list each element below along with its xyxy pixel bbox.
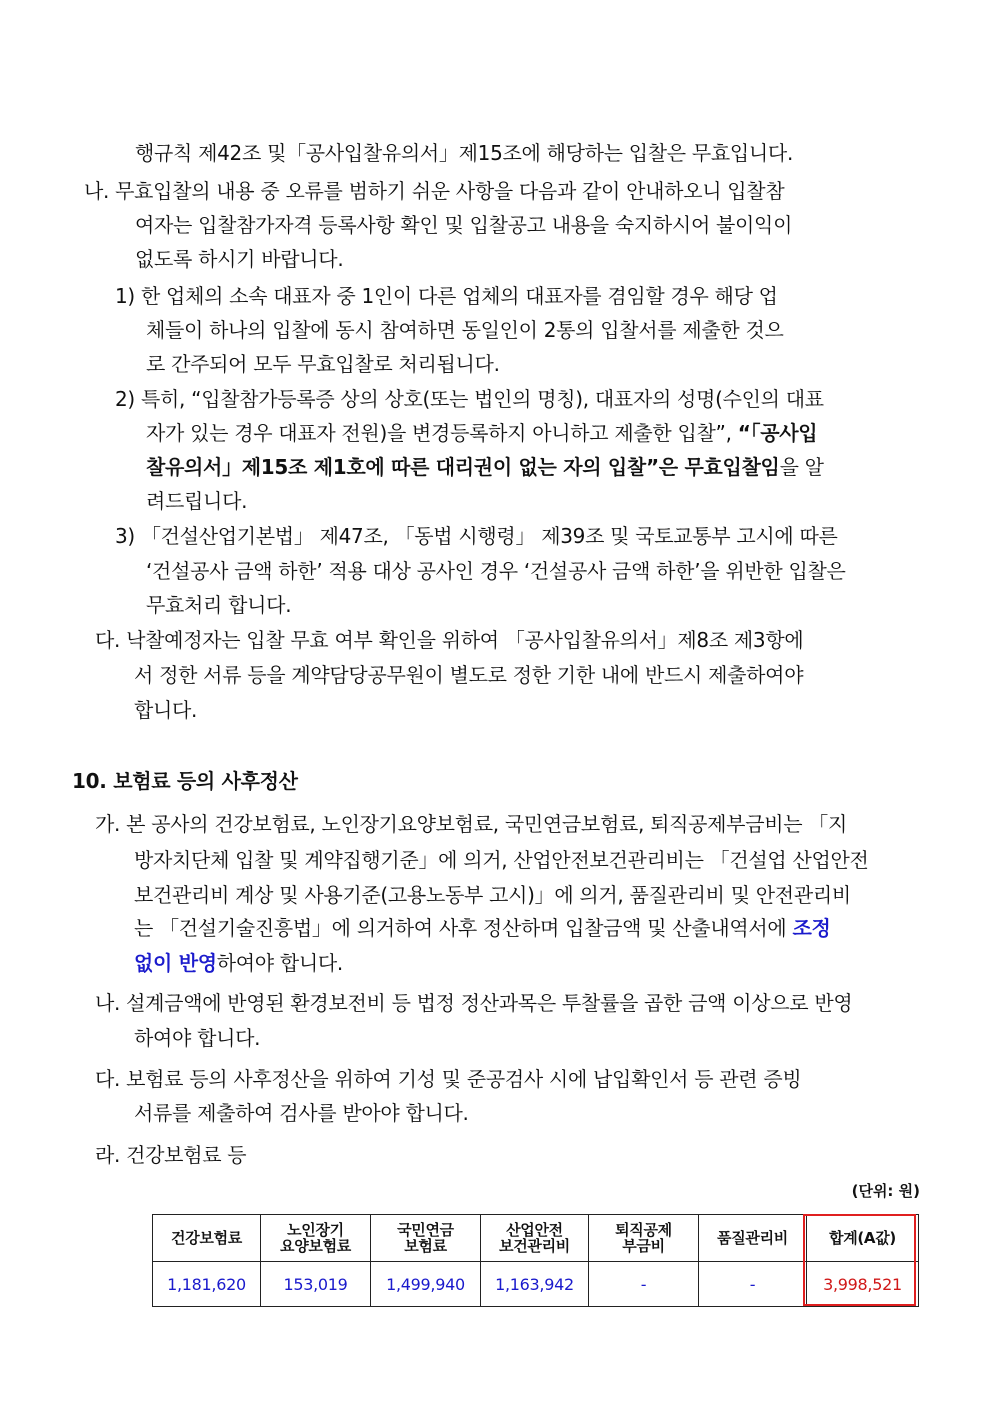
item-da-line: 서 정한 서류 등을 계약담당공무원이 별도로 정한 기한 내에 반드시 제출하여야 [134, 663, 804, 687]
value-cell: 1,181,620 [153, 1262, 261, 1307]
subitem-3-line: 무효처리 합니다. [146, 593, 292, 617]
item-na-line: 없도록 하시기 바랍니다. [135, 247, 344, 271]
emphasis-text: 조정 [792, 916, 831, 940]
value-cell-total: 3,998,521 [807, 1262, 919, 1307]
item-ga-line [134, 948, 343, 978]
subitem-3-line: 3) 「건설산업기본법」 제47조, 「동법 시행령」 제39조 및 국토교통부 고시에 따른 [115, 524, 838, 548]
subitem-1-line: 로 간주되어 모두 무효입찰로 처리됩니다. [146, 352, 500, 376]
value-cell: 1,163,942 [481, 1262, 589, 1307]
subitem-2-line: 2) 특히, “입찰참가등록증 상의 상호(또는 법인의 명칭), 대표자의 성명(수인의 대표 [115, 387, 824, 411]
subitem-2-bold-text: “「공사입 [737, 421, 818, 445]
subitem-2-text: 을 알 [779, 455, 824, 479]
value-cell: 1,499,940 [371, 1262, 481, 1307]
item-da-line: 서류를 제출하여 검사를 받아야 합니다. [134, 1101, 469, 1125]
subitem-2-line [146, 452, 824, 482]
item-ga-line: 방자치단체 입찰 및 계약집행기준」에 의거, 산업안전보건관리비는 「건설업 산업안전 [134, 848, 869, 872]
value-cell: 153,019 [261, 1262, 371, 1307]
item-da-line: 합니다. [134, 698, 198, 722]
value-cell: - [699, 1262, 807, 1307]
item-ga-text: 하여야 합니다. [216, 951, 343, 975]
item-ga-text: 는 「건설기술진흥법」에 의거하여 사후 정산하며 입찰금액 및 산출내역서에 [134, 916, 787, 940]
insurance-table [152, 1214, 919, 1307]
item-ra-line: 라. 건강보험료 등 [95, 1143, 247, 1167]
emphasis-text: 없이 반영 [134, 951, 217, 975]
item-da-line: 다. 보험료 등의 사후정산을 위하여 기성 및 준공검사 시에 납입확인서 등 관련 증빙 [95, 1067, 802, 1091]
subitem-3-line: ‘건설공사 금액 하한’ 적용 대상 공사인 경우 ‘건설공사 금액 하한’을 위반한 입찰은 [146, 559, 846, 583]
section-heading: 10. 보험료 등의 사후정산 [72, 769, 298, 793]
subitem-2-bold-text: 찰유의서」제15조 제1호에 따른 대리권이 없는 자의 입찰”은 무효입찰임 [146, 455, 780, 479]
subitem-2-text: 자가 있는 경우 대표자 전원)을 변경등록하지 아니하고 제출한 입찰”, [146, 421, 732, 445]
item-ga-line [134, 913, 831, 943]
table-header-row [153, 1215, 919, 1262]
subitem-2-line [146, 418, 817, 448]
unit-label: (단위: 원) [851, 1182, 920, 1200]
subitem-1-line: 1) 한 업체의 소속 대표자 중 1인이 다른 업체의 대표자를 겸임할 경우 해당 업 [115, 284, 778, 308]
header-cell: 품질관리비 [699, 1215, 807, 1262]
item-na-line: 나. 무효입찰의 내용 중 오류를 범하기 쉬운 사항을 다음과 같이 안내하오니 입찰참 [84, 179, 785, 203]
header-cell-total: 합계(A값) [807, 1215, 919, 1262]
table-row [153, 1262, 919, 1307]
subitem-2-line: 려드립니다. [146, 489, 248, 513]
header-cell: 노인장기 요양보험료 [261, 1215, 371, 1262]
header-cell: 국민연금 보험료 [371, 1215, 481, 1262]
subitem-1-line: 체들이 하나의 입찰에 동시 참여하면 동일인이 2통의 입찰서를 제출한 것으 [146, 318, 784, 342]
item-ga-line: 보건관리비 계상 및 사용기준(고용노동부 고시)」에 의거, 품질관리비 및 안전관리비 [134, 883, 851, 907]
item-na-line: 하여야 합니다. [134, 1026, 261, 1050]
paragraph-line: 행규칙 제42조 및「공사입찰유의서」제15조에 해당하는 입찰은 무효입니다. [135, 141, 794, 165]
item-na-line: 나. 설계금액에 반영된 환경보전비 등 법정 정산과목은 투찰률을 곱한 금액 이상으로 반영 [95, 991, 853, 1015]
header-cell: 퇴직공제 부금비 [589, 1215, 699, 1262]
header-cell: 건강보험료 [153, 1215, 261, 1262]
value-cell: - [589, 1262, 699, 1307]
item-na-line: 여자는 입찰참가자격 등록사항 확인 및 입찰공고 내용을 숙지하시어 불이익이 [135, 213, 793, 237]
item-ga-line: 가. 본 공사의 건강보험료, 노인장기요양보험료, 국민연금보험료, 퇴직공제부금비는 「지 [95, 812, 848, 836]
item-da-line: 다. 낙찰예정자는 입찰 무효 여부 확인을 위하여 「공사입찰유의서」제8조 제3항에 [95, 628, 804, 652]
header-cell: 산업안전 보건관리비 [481, 1215, 589, 1262]
